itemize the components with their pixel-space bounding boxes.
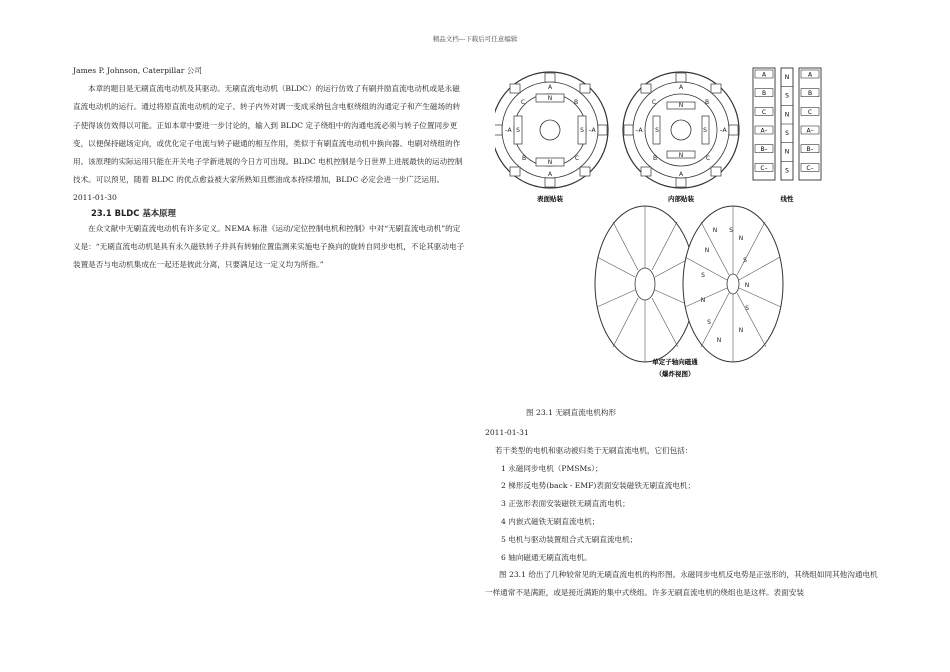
right-paragraph: 图 23.1 给出了几种较常见的无刷直流电机的构形图。永磁同步电机反电势是正弦形的，其绕组如同其他沟通电机一样通常不是满距，或是接近满距的集中式绕组。许多无刷直流电机的绕组也是这样。表面安装 xyxy=(485,570,878,598)
linear-magnet-pole: N xyxy=(784,74,790,81)
label-linear: 线性 xyxy=(780,195,794,203)
intro-paragraph: 本章的题目是无刷直流电动机及其驱动。无刷直流电动机（BLDC）的运行仿效了有刷并励直流电动机或是永磁直流电动机的运行。通过将原直流电动机的定子、转子内外对调一变成采纳包含电枢绕组的沟通定子和产生磁场的转子使得该仿效得以可能。正如本章中要进一步讨论的，输入到 BLDC 定子绕组中的沟通电流必须与转子位置同步更变，以便保持磁场定向，或优化定子电流与转子磁通的相互作用，类似于有刷直流电动机中换向器、电刷对绕组的作用。该原理的实际运用只能在开关电子学新进展的今日方可出现。BLDC 电机控制是今日世界上进展最快的运动控制技术。可以预见，随着 BLDC 的优点愈益被大家所熟知且燃油成本持续增加，BLDC 必定会进一步广泛运用。 xyxy=(73,84,463,185)
svg-text:S: S xyxy=(516,127,520,134)
svg-text:–A: –A xyxy=(719,127,727,134)
svg-text:S: S xyxy=(745,305,749,312)
svg-text:B: B xyxy=(704,99,710,106)
linear-coil-label: C xyxy=(807,108,813,116)
svg-text:B: B xyxy=(521,155,527,162)
svg-text:S: S xyxy=(707,319,711,326)
svg-text:N: N xyxy=(738,327,744,334)
svg-text:N: N xyxy=(738,235,744,242)
linear-magnet-pole: S xyxy=(785,92,789,100)
right-intro: 若干类型的电机和驱动被归类于无刷直流电机，它们包括： xyxy=(495,445,693,455)
linear-motor-diagram xyxy=(753,68,821,180)
linear-coil-label: C xyxy=(761,108,767,116)
left-column xyxy=(73,62,465,274)
label-surface-mount: 表面贴装 xyxy=(537,195,563,203)
linear-coil-label: A– xyxy=(760,127,768,135)
interior-mount-rotor-diagram xyxy=(623,72,739,188)
linear-coil-label: A xyxy=(807,71,813,79)
svg-text:S: S xyxy=(580,127,584,134)
list-item: 6 轴向磁通无刷直流电机。 xyxy=(501,552,592,562)
svg-text:A: A xyxy=(547,84,553,91)
svg-text:A: A xyxy=(678,84,684,91)
figure-caption: 图 23.1 无刷直流电机构形 xyxy=(526,408,617,417)
list-item: 3 正弦形表面安装磁铁无刷直流电机； xyxy=(501,499,630,509)
label-axial-flux: 单定子轴向磁通 xyxy=(652,358,698,366)
axial-flux-diagram xyxy=(595,206,783,362)
list-item: 2 梯形反电势(back - EMF)表面安装磁铁无刷直流电机； xyxy=(501,481,696,491)
linear-coil-label: B xyxy=(761,90,767,98)
svg-text:B: B xyxy=(652,155,658,162)
label-exploded-view: （爆炸视图） xyxy=(655,370,695,378)
section-title: 23.1 BLDC 基本原理 xyxy=(91,207,176,218)
svg-text:B: B xyxy=(573,99,579,106)
motor-configurations-figure xyxy=(495,62,835,382)
svg-text:–A: –A xyxy=(635,127,643,134)
linear-magnet-pole: S xyxy=(785,167,789,175)
linear-magnet-pole: S xyxy=(785,130,789,137)
linear-coil-label: C– xyxy=(806,164,814,172)
linear-magnet-pole: N xyxy=(784,148,790,156)
svg-text:N: N xyxy=(704,247,710,254)
linear-magnet-pole: N xyxy=(784,111,790,119)
right-column xyxy=(485,424,885,602)
linear-coil-label: B xyxy=(807,90,813,98)
surface-mount-rotor-diagram xyxy=(495,72,608,188)
svg-text:A: A xyxy=(678,171,684,178)
linear-coil-label: A– xyxy=(806,127,814,135)
svg-text:N: N xyxy=(547,159,553,166)
svg-text:S: S xyxy=(655,127,659,134)
author-line: James P. Johnson, Caterpillar 公司 xyxy=(73,66,202,75)
linear-coil-label: B– xyxy=(760,146,768,154)
svg-text:N: N xyxy=(678,102,684,109)
list-item: 5 电机与驱动装置组合式无刷直流电机； xyxy=(501,534,638,544)
figure-svg xyxy=(495,62,835,382)
right-date: 2011-01-31 xyxy=(485,428,529,437)
svg-text:N: N xyxy=(547,95,553,102)
svg-text:A: A xyxy=(547,171,553,178)
svg-text:S: S xyxy=(703,127,707,134)
date-line: 2011-01-30 xyxy=(73,193,117,203)
svg-text:N: N xyxy=(712,227,718,234)
svg-text:S: S xyxy=(701,272,705,279)
svg-text:S: S xyxy=(743,257,747,264)
linear-coil-label: C– xyxy=(760,164,768,172)
svg-text:–A: –A xyxy=(504,127,512,134)
svg-text:C: C xyxy=(520,99,526,106)
svg-text:N: N xyxy=(716,337,722,344)
svg-text:N: N xyxy=(678,152,684,159)
list-item: 1 永磁同步电机（PMSMs）； xyxy=(501,463,603,473)
svg-text:–A: –A xyxy=(588,127,596,134)
svg-text:S: S xyxy=(729,227,733,234)
svg-text:C: C xyxy=(651,99,657,106)
svg-text:C: C xyxy=(705,155,711,162)
body-paragraph: 在众文献中无刷直流电动机有许多定义。NEMA 标准《运动/定位控制电机和控制》中对“无刷直流电动机”的定义是：“无刷直流电动机是具有永久磁铁转子并具有转轴位置监测来实施电子换向的旋转自同步电机，不论其驱动电子装置是否与电动机集成在一起还是彼此分离，只要满足这一定义均为所指。” xyxy=(73,223,465,270)
svg-text:C: C xyxy=(574,155,580,162)
page-header: 精品文档---下载后可任意编辑 xyxy=(432,35,518,43)
label-interior-mount: 内部贴装 xyxy=(668,195,694,203)
linear-coil-label: B– xyxy=(806,146,814,154)
linear-coil-label: A xyxy=(761,71,767,79)
list-item: 4 内嵌式磁铁无刷直流电机； xyxy=(501,516,600,526)
svg-text:N: N xyxy=(700,297,706,304)
svg-text:N: N xyxy=(744,282,750,289)
